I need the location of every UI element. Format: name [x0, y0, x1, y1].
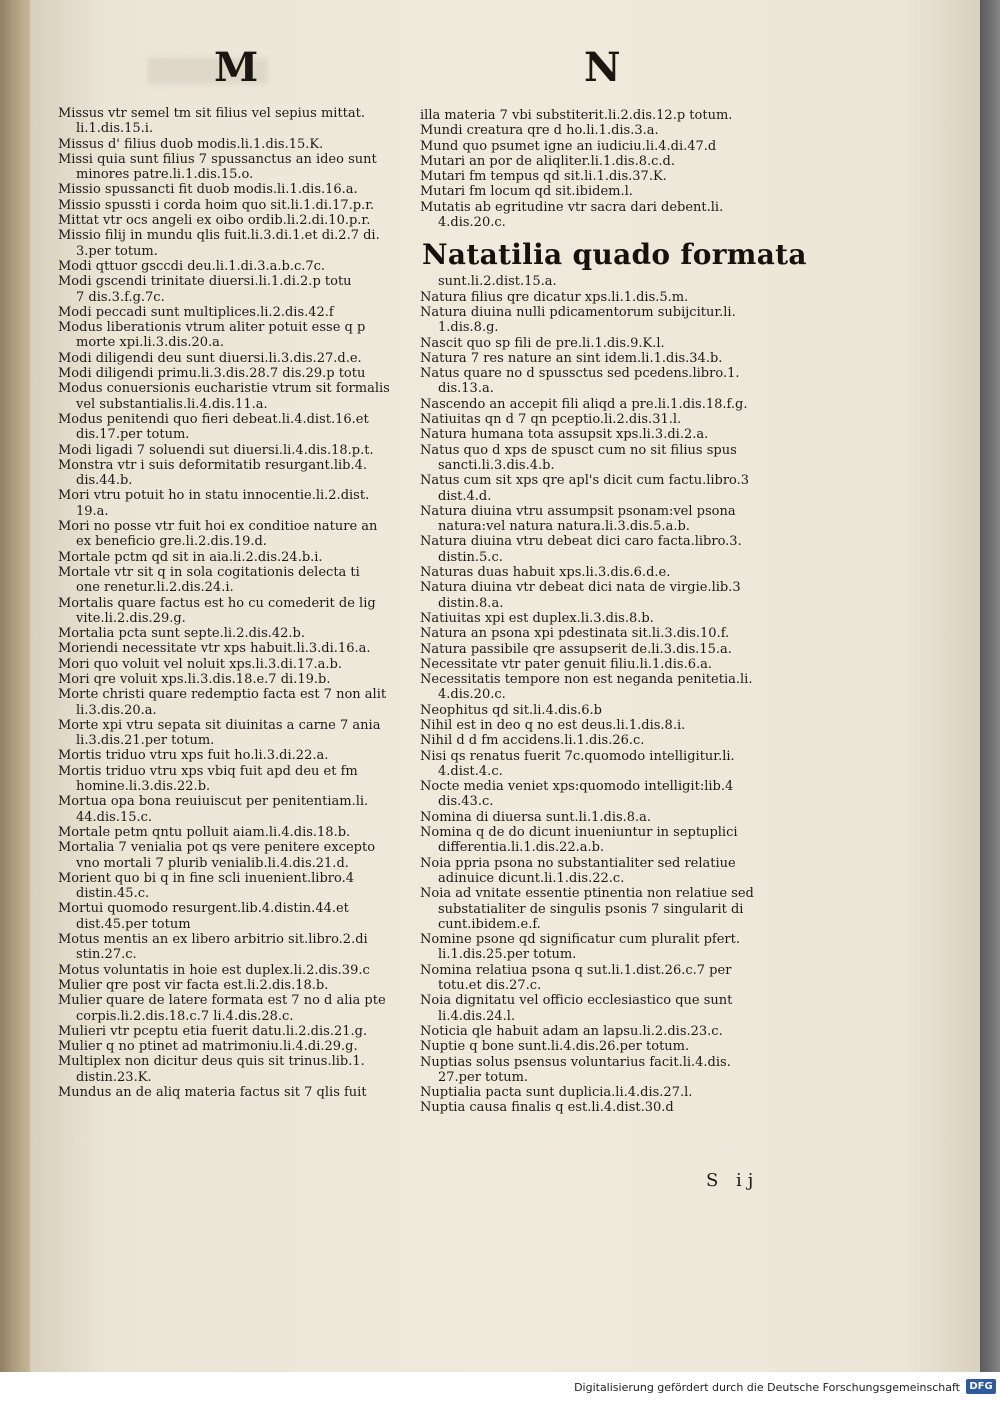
index-entry-text: Natura diuina vtru debeat dici caro facta.libro.3.: [420, 534, 742, 550]
index-entry-continuation: dis.43.c.: [438, 794, 494, 810]
footer-bar: [0, 1372, 1000, 1403]
right-index-column: [420, 108, 807, 1116]
index-entry: [58, 351, 414, 366]
index-entry-text: Multiplex non dicitur deus quis sit trinus.lib.1.: [58, 1054, 365, 1070]
index-entry-text: Neophitus qd sit.li.4.dis.6.b: [420, 702, 602, 718]
index-entry-continuation: stin.27.c.: [76, 947, 137, 963]
index-entry-text: Morte christi quare redemptio facta est 7 non alit: [58, 687, 387, 703]
index-entry-text: Naturas duas habuit xps.li.3.dis.6.d.e.: [420, 565, 671, 581]
index-entry-continuation: 4.dis.20.c.: [438, 687, 506, 703]
index-entry-continuation: dis.44.b.: [76, 473, 133, 489]
index-entry-text: Morient quo bi q in fine scli inuenient.libro.4: [58, 870, 354, 886]
index-entry-continuation: li.3.dis.21.per totum.: [76, 733, 215, 749]
index-entry: [420, 123, 770, 138]
index-entry: [420, 779, 770, 810]
index-entry: [420, 1100, 770, 1115]
index-entry-text: Mortui quomodo resurgent.lib.4.distin.44.et: [58, 901, 349, 917]
index-entry-continuation: vite.li.2.dis.29.g.: [76, 610, 186, 626]
index-entry-continuation: 4.dis.20.c.: [438, 215, 506, 231]
index-entry-text: Natura diuina nulli pdicamentorum subijcitur.li.: [420, 304, 736, 320]
index-entry: [58, 565, 414, 596]
index-entry-text: Mittat vtr ocs angeli ex oibo ordib.li.2.di.10.p.r.: [58, 213, 371, 229]
index-entry-text: Motus voluntatis in hoie est duplex.li.2.dis.39.c: [58, 962, 370, 978]
index-entry: [420, 856, 770, 887]
index-entry: [58, 1054, 414, 1085]
index-entry-text: Mutatis ab egritudine vtr sacra dari debent.li.: [420, 199, 724, 215]
index-entry-text: Natura passibile qre assupserit de.li.3.dis.15.a.: [420, 641, 732, 657]
index-entry-text: Noia ppria psona no substantialiter sed relatiue: [420, 855, 736, 871]
index-entry: [420, 108, 770, 123]
index-entry: [58, 137, 414, 152]
book-spine: [0, 0, 30, 1372]
index-entry-continuation: totu.et dis.27.c.: [438, 978, 542, 994]
index-entry-text: Nomina relatiua psona q sut.li.1.dist.26.c.7 per: [420, 962, 732, 978]
index-entry-continuation: distin.5.c.: [438, 549, 503, 565]
left-index-column: [58, 106, 414, 1100]
index-entry: [420, 1055, 770, 1086]
index-entry-continuation: vel substantialis.li.4.dis.11.a.: [76, 396, 268, 412]
index-entry-text: Nuptie q bone sunt.li.4.dis.26.per totum.: [420, 1039, 690, 1055]
index-entry-text: Mori no posse vtr fuit hoi ex conditioe nature an: [58, 519, 378, 535]
index-entry: [58, 978, 414, 993]
index-entry-text: Mortis triduo vtru xps vbiq fuit apd deu et fm: [58, 763, 358, 779]
index-entry: [58, 718, 414, 749]
index-entry-continuation: sancti.li.3.dis.4.b.: [438, 457, 555, 473]
section-heading-continuation: sunt.li.2.dist.15.a.: [438, 274, 557, 290]
index-entry-text: Natura filius qre dicatur xps.li.1.dis.5.m.: [420, 289, 689, 305]
index-entry: [58, 443, 414, 458]
index-entry: [420, 825, 770, 856]
index-entry-continuation: dis.13.a.: [438, 381, 494, 397]
index-entry-text: Natura 7 res nature an sint idem.li.1.dis.34.b.: [420, 350, 723, 366]
index-entry-text: Missio spussti i corda hoim quo sit.li.1.di.17.p.r.: [58, 197, 375, 213]
index-entry: [58, 748, 414, 763]
index-entry: [420, 427, 770, 442]
index-entry: [58, 550, 414, 565]
index-entry-text: Mortalia 7 venialia pot qs vere penitere excepto: [58, 840, 376, 856]
index-entry-continuation: substatialiter de singulis psonis 7 singularit di: [438, 901, 744, 917]
index-entry-continuation: 19.a.: [76, 503, 109, 519]
index-entry-continuation: dis.17.per totum.: [76, 427, 190, 443]
index-entry-continuation: homine.li.3.dis.22.b.: [76, 779, 211, 795]
index-entry: [420, 154, 770, 169]
index-entry: [58, 687, 414, 718]
index-entry-text: Necessitate vtr pater genuit filiu.li.1.dis.6.a.: [420, 656, 713, 672]
index-entry: [58, 381, 414, 412]
index-entry: [58, 672, 414, 687]
index-entry-text: Nihil est in deo q no est deus.li.1.dis.8.i.: [420, 717, 686, 733]
index-entry-text: Nomine psone qd significatur cum pluralit pfert.: [420, 932, 741, 948]
index-entry-text: Modus conuersionis eucharistie vtrum sit formalis: [58, 381, 390, 397]
index-entry-text: Moriendi necessitate vtr xps habuit.li.3.di.16.a.: [58, 641, 371, 657]
index-entry-text: Nuptialia pacta sunt duplicia.li.4.dis.27.l.: [420, 1085, 693, 1101]
right-index-top: [420, 108, 770, 230]
index-entry: [420, 534, 770, 565]
index-entry: [58, 182, 414, 197]
index-entry-continuation: 4.dist.4.c.: [438, 763, 503, 779]
index-entry-text: Mulier quare de latere formata est 7 no d alia pte: [58, 993, 386, 1009]
index-entry: [420, 366, 770, 397]
index-entry-text: Missus d' filius duob modis.li.1.dis.15.K.: [58, 136, 324, 152]
index-entry-continuation: distin.8.a.: [438, 595, 504, 611]
index-entry: [58, 764, 414, 795]
index-entry: [58, 198, 414, 213]
index-entry-text: Modus liberationis vtrum aliter potuit esse q p: [58, 320, 366, 336]
index-entry-continuation: li.1.dis.25.per totum.: [438, 947, 577, 963]
index-entry: [58, 825, 414, 840]
index-entry-text: Modi gscendi trinitate diuersi.li.1.di.2.p totu: [58, 274, 352, 290]
index-entry: [420, 565, 770, 580]
index-entry-text: Nihil d d fm accidens.li.1.dis.26.c.: [420, 733, 645, 749]
index-entry: [58, 1085, 414, 1100]
index-entry: [420, 733, 770, 748]
index-entry: [420, 397, 770, 412]
index-entry: [420, 993, 770, 1024]
index-entry-text: Nocte media veniet xps:quomodo intelligit:lib.4: [420, 779, 734, 795]
index-entry-text: Mortalia pcta sunt septe.li.2.dis.42.b.: [58, 626, 306, 642]
index-entry: [420, 184, 770, 199]
index-entry: [420, 749, 770, 780]
index-entry-text: Mund quo psumet igne an iudiciu.li.4.di.47.d: [420, 138, 717, 154]
index-entry: [58, 641, 414, 656]
index-entry: [420, 139, 770, 154]
index-entry: [58, 657, 414, 672]
index-entry-text: Mulieri vtr pceptu etia fuerit datu.li.2.dis.21.g.: [58, 1023, 368, 1039]
right-index-bottom: [420, 290, 770, 1116]
index-entry-continuation: minores patre.li.1.dis.15.o.: [76, 167, 254, 183]
index-entry-text: Mundi creatura qre d ho.li.1.dis.3.a.: [420, 123, 659, 139]
index-entry-text: Natus cum sit xps qre apl's dicit cum factu.libro.3: [420, 473, 750, 489]
index-entry-text: Mortalis quare factus est ho cu comederit de lig: [58, 595, 376, 611]
index-entry: [420, 290, 770, 305]
index-entry-continuation: li.1.dis.15.i.: [76, 121, 154, 137]
index-entry: [58, 1039, 414, 1054]
index-entry-text: Natura diuina vtru assumpsit psonam:vel psona: [420, 503, 736, 519]
index-entry-continuation: morte xpi.li.3.dis.20.a.: [76, 335, 225, 351]
index-entry-continuation: ex beneficio gre.li.2.dis.19.d.: [76, 534, 267, 550]
index-entry-continuation: dist.45.per totum: [76, 916, 191, 932]
index-entry-text: Nuptia causa finalis q est.li.4.dist.30.d: [420, 1100, 674, 1116]
index-entry-text: Nisi qs renatus fuerit 7c.quomodo intelligitur.li.: [420, 748, 735, 764]
index-entry: [420, 412, 770, 427]
index-entry-continuation: differentia.li.1.dis.22.a.b.: [438, 840, 605, 856]
index-entry-text: Morte xpi vtru sepata sit diuinitas a carne 7 ania: [58, 717, 381, 733]
index-entry: [420, 810, 770, 825]
index-entry-text: Nomina q de do dicunt inueniuntur in septuplici: [420, 825, 738, 841]
index-entry: [420, 504, 770, 535]
index-entry: [420, 718, 770, 733]
index-entry-continuation: adinuice dicunt.li.1.dis.22.c.: [438, 870, 625, 886]
index-entry-text: Noia dignitatu vel officio ecclesiastico que sunt: [420, 993, 733, 1009]
index-entry: [58, 412, 414, 443]
index-entry: [420, 580, 770, 611]
index-entry-text: Nuptias solus psensus voluntarius facit.li.4.dis.: [420, 1054, 731, 1070]
index-entry-text: Natura humana tota assupsit xps.li.3.di.2.a.: [420, 427, 709, 443]
index-entry-continuation: natura:vel natura natura.li.3.dis.5.a.b.: [438, 519, 690, 535]
index-entry: [58, 596, 414, 627]
index-entry: [58, 320, 414, 351]
index-entry-text: Natiuitas xpi est duplex.li.3.dis.8.b.: [420, 610, 654, 626]
index-entry-text: Modi diligendi primu.li.3.dis.28.7 dis.29.p totu: [58, 366, 366, 382]
index-entry: [420, 443, 770, 474]
index-entry-text: Mori quo voluit vel noluit xps.li.3.di.17.a.b.: [58, 656, 343, 672]
index-entry: [58, 366, 414, 381]
right-column-heading-letter: N: [584, 44, 621, 91]
index-entry: [420, 1039, 770, 1054]
index-entry-text: Mulier q no ptinet ad matrimoniu.li.4.di.29.g.: [58, 1039, 358, 1055]
index-entry: [58, 840, 414, 871]
index-entry-text: Missi quia sunt filius 7 spussanctus an ideo sunt: [58, 151, 377, 167]
index-entry-text: Mutari an por de aliqliter.li.1.dis.8.c.d.: [420, 153, 676, 169]
index-entry-text: Natura an psona xpi pdestinata sit.li.3.dis.10.f.: [420, 626, 730, 642]
index-entry: [58, 488, 414, 519]
left-column-heading-letter: M: [214, 44, 259, 91]
index-entry: [420, 336, 770, 351]
index-entry: [420, 305, 770, 336]
index-entry-continuation: 27.per totum.: [438, 1069, 529, 1085]
index-entry: [58, 106, 414, 137]
index-entry: [58, 458, 414, 489]
index-entry-text: Mundus an de aliq materia factus sit 7 qlis fuit: [58, 1085, 367, 1100]
index-entry-text: Modi ligadi 7 soluendi sut diuersi.li.4.dis.18.p.t.: [58, 442, 374, 458]
index-entry: [420, 932, 770, 963]
index-entry-text: Noia ad vnitate essentie ptinentia non relatiue sed: [420, 886, 754, 902]
index-entry-continuation: 7 dis.3.f.g.7c.: [76, 289, 165, 305]
digitization-credit: Digitalisierung gefördert durch die Deutsche Forschungsgemeinschaft: [574, 1381, 960, 1394]
index-entry: [420, 1085, 770, 1100]
index-entry: [420, 672, 770, 703]
index-entry: [420, 886, 770, 932]
index-entry-continuation: 44.dis.15.c.: [76, 809, 153, 825]
index-entry: [420, 169, 770, 184]
index-entry-continuation: li.3.dis.20.a.: [76, 702, 157, 718]
index-entry: [420, 657, 770, 672]
section-heading: Natatilia quado formata: [422, 238, 807, 272]
index-entry: [58, 213, 414, 228]
index-entry-text: Natus quo d xps de spusct cum no sit filius spus: [420, 442, 737, 458]
index-entry-text: Mortua opa bona reuiuiscut per penitentiam.li.: [58, 794, 369, 810]
index-entry-continuation: distin.23.K.: [76, 1069, 152, 1085]
index-entry-text: Mortale pctm qd sit in aia.li.2.dis.24.b.i.: [58, 549, 323, 565]
index-entry: [58, 963, 414, 978]
index-entry: [58, 259, 414, 274]
index-entry: [58, 993, 414, 1024]
index-entry: [58, 871, 414, 902]
index-entry-text: Motus mentis an ex libero arbitrio sit.libro.2.di: [58, 932, 368, 948]
index-entry: [58, 152, 414, 183]
index-entry-text: Natura diuina vtr debeat dici nata de virgie.lib.3: [420, 580, 741, 596]
index-entry-continuation: dist.4.d.: [438, 488, 492, 504]
index-entry-text: Necessitatis tempore non est neganda penitetia.li.: [420, 672, 753, 688]
index-entry-text: Modus penitendi quo fieri debeat.li.4.dist.16.et: [58, 411, 369, 427]
index-entry-continuation: 3.per totum.: [76, 243, 158, 259]
index-entry: [58, 228, 414, 259]
index-entry-continuation: vno mortali 7 plurib venialib.li.4.dis.21.d.: [76, 855, 349, 871]
index-entry-text: Modi qttuor gsccdi deu.li.1.di.3.a.b.c.7c.: [58, 258, 326, 274]
index-entry: [420, 626, 770, 641]
index-entry-text: Natiuitas qn d 7 qn pceptio.li.2.dis.31.l.: [420, 412, 682, 428]
dfg-logo[interactable]: DFG: [966, 1379, 996, 1394]
index-entry-text: Mutari fm tempus qd sit.li.1.dis.37.K.: [420, 169, 667, 185]
index-entry: [58, 626, 414, 641]
index-entry: [420, 642, 770, 657]
index-entry-text: Noticia qle habuit adam an lapsu.li.2.dis.23.c.: [420, 1023, 723, 1039]
index-entry: [420, 351, 770, 366]
index-entry-text: Natus quare no d spussctus sed pcedens.libro.1.: [420, 366, 740, 382]
index-entry-text: Mutari fm locum qd sit.ibidem.l.: [420, 184, 633, 200]
index-entry: [420, 1024, 770, 1039]
index-entry-text: Modi peccadi sunt multiplices.li.2.dis.42.f: [58, 304, 334, 320]
page-edge: [980, 0, 1000, 1372]
index-entry-text: Mulier qre post vir facta est.li.2.dis.18.b.: [58, 977, 329, 993]
index-entry-text: Mortale vtr sit q in sola cogitationis delecta ti: [58, 564, 360, 580]
index-entry-text: Missio filij in mundu qlis fuit.li.3.di.1.et di.2.7 di.: [58, 228, 380, 244]
index-entry: [420, 703, 770, 718]
index-entry: [58, 1024, 414, 1039]
index-entry: [420, 611, 770, 626]
index-entry-continuation: one renetur.li.2.dis.24.i.: [76, 580, 234, 596]
index-entry-continuation: corpis.li.2.dis.18.c.7 li.4.dis.28.c.: [76, 1008, 294, 1024]
index-entry-text: Nomina di diuersa sunt.li.1.dis.8.a.: [420, 809, 652, 825]
index-entry-text: Mori vtru potuit ho in statu innocentie.li.2.dist.: [58, 488, 370, 504]
index-entry-text: Monstra vtr i suis deformitatib resurgant.lib.4.: [58, 457, 368, 473]
index-entry: [58, 932, 414, 963]
index-entry-text: Nascit quo sp fili de pre.li.1.dis.9.K.l.: [420, 335, 665, 351]
index-entry: [420, 963, 770, 994]
index-entry-continuation: distin.45.c.: [76, 886, 150, 902]
index-entry: [58, 274, 414, 305]
index-entry-text: Missus vtr semel tm sit filius vel sepius mittat.: [58, 106, 365, 121]
index-entry-text: Mortale petm qntu polluit aiam.li.4.dis.18.b.: [58, 824, 351, 840]
index-entry: [420, 473, 770, 504]
index-entry: [420, 200, 770, 231]
index-entry: [58, 305, 414, 320]
index-entry: [58, 901, 414, 932]
index-entry-text: illa materia 7 vbi substiterit.li.2.dis.12.p totum.: [420, 108, 733, 123]
index-entry-text: Nascendo an accepit fili aliqd a pre.li.1.dis.18.f.g.: [420, 396, 748, 412]
index-entry: [58, 794, 414, 825]
index-entry-text: Mortis triduo vtru xps fuit ho.li.3.di.22.a.: [58, 748, 329, 764]
index-entry-text: Modi diligendi deu sunt diuersi.li.3.dis.27.d.e.: [58, 350, 362, 366]
index-entry: [58, 519, 414, 550]
index-entry-text: Missio spussancti fit duob modis.li.1.dis.16.a.: [58, 182, 358, 198]
printer-signature-mark: S ij: [706, 1170, 760, 1191]
index-entry-continuation: 1.dis.8.g.: [438, 320, 499, 336]
index-entry-continuation: cunt.ibidem.e.f.: [438, 916, 541, 932]
index-entry-text: Mori qre voluit xps.li.3.dis.18.e.7 di.19.b.: [58, 671, 331, 687]
index-entry-continuation: li.4.dis.24.l.: [438, 1008, 516, 1024]
